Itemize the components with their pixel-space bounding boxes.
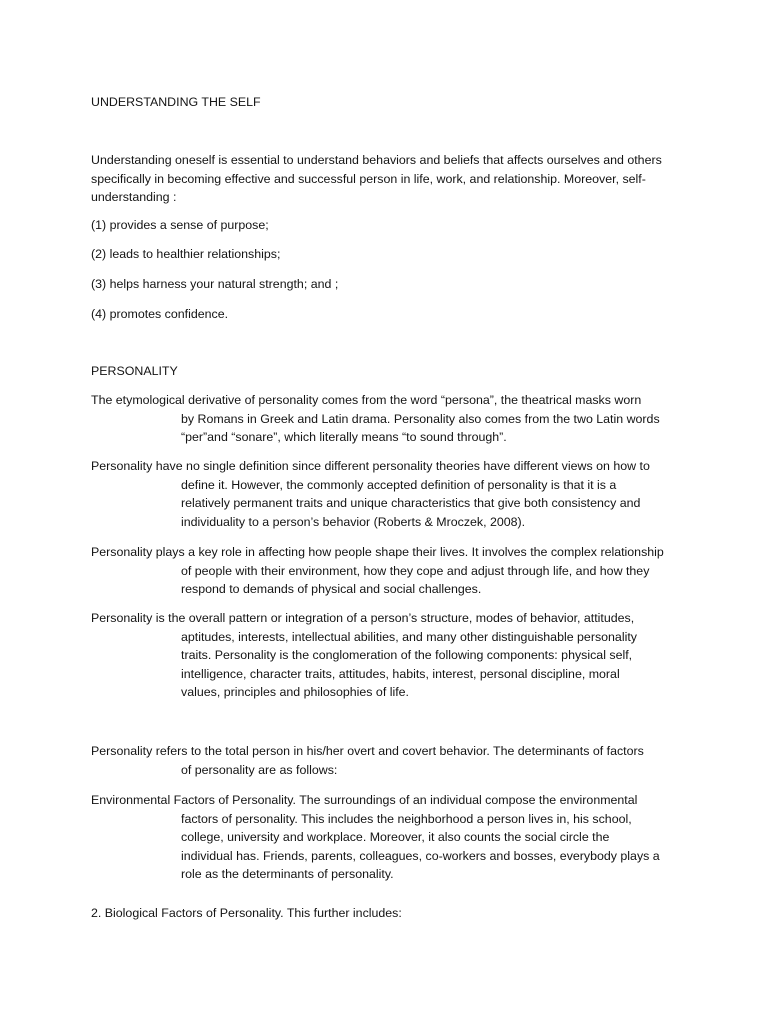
paragraph-line: individuality to a person’s behavior (Roberts & Mroczek, 2008).: [181, 514, 526, 529]
paragraph-environmental-factors: [91, 791, 660, 884]
paragraph-role: [91, 543, 664, 599]
benefit-item: (2) leads to healthier relationships;: [91, 247, 281, 261]
paragraph-first-line: Environmental Factors of Personality. The surroundings of an individual compose the environmental: [91, 793, 638, 807]
paragraph-line: of people with their environment, how they cope and adjust through life, and how they: [181, 563, 650, 578]
paragraph-first-line: Personality have no single definition since different personality theories have different views on how to: [91, 459, 650, 473]
biological-factors-line: 2. Biological Factors of Personality. This further includes:: [91, 906, 402, 920]
paragraph-line: relatively permanent traits and unique characteristics that give both consistency and: [181, 496, 641, 511]
document-title: UNDERSTANDING THE SELF: [91, 95, 261, 109]
section-heading: PERSONALITY: [91, 364, 178, 378]
paragraph-first-line: Personality plays a key role in affecting how people shape their lives. It involves the complex relationship: [91, 545, 664, 559]
paragraph-definition: [91, 457, 650, 531]
paragraph-line: by Romans in Greek and Latin drama. Personality also comes from the two Latin words: [181, 411, 660, 426]
paragraph-line: role as the determinants of personality.: [181, 867, 394, 882]
paragraph-total-person: [91, 742, 644, 779]
intro-paragraph: [91, 151, 662, 207]
paragraph-line: aptitudes, interests, intellectual abilities, and many other distinguishable personality: [181, 629, 637, 644]
paragraph-line: of personality are as follows:: [181, 762, 338, 777]
paragraph-first-line: Personality is the overall pattern or integration of a person’s structure, modes of behavior, attitudes,: [91, 611, 635, 625]
paragraph-line: traits. Personality is the conglomeration of the following components: physical self,: [181, 648, 633, 663]
intro-line: specifically in becoming effective and successful person in life, work, and relationship. Moreover, self-: [91, 171, 646, 186]
paragraph-line: define it. However, the commonly accepted definition of personality is that it is a: [181, 477, 617, 492]
paragraph-pattern: [91, 609, 637, 702]
paragraph-line: values, principles and philosophies of life.: [181, 685, 409, 700]
intro-line: Understanding oneself is essential to understand behaviors and beliefs that affects ourselves and others: [91, 153, 662, 167]
benefit-item: (3) helps harness your natural strength; and ;: [91, 277, 339, 291]
intro-line: understanding :: [91, 190, 177, 205]
benefit-item: (1) provides a sense of purpose;: [91, 218, 269, 232]
paragraph-line: factors of personality. This includes the neighborhood a person lives in, his school,: [181, 811, 632, 826]
paragraph-first-line: Personality refers to the total person in his/her overt and covert behavior. The determinants of factors: [91, 744, 644, 758]
paragraph-line: individual has. Friends, parents, colleagues, co-workers and bosses, everybody plays a: [181, 848, 660, 863]
paragraph-line: college, university and workplace. Moreover, it also counts the social circle the: [181, 830, 610, 845]
paragraph-line: intelligence, character traits, attitudes, habits, interest, personal discipline, moral: [181, 666, 620, 681]
paragraph-line: “per”and “sonare”, which literally means “to sound through”.: [181, 430, 507, 445]
benefit-item: (4) promotes confidence.: [91, 307, 229, 321]
paragraph-etymology: [91, 391, 660, 447]
paragraph-first-line: The etymological derivative of personality comes from the word “persona”, the theatrical masks worn: [91, 393, 642, 407]
paragraph-line: respond to demands of physical and social challenges.: [181, 582, 482, 597]
